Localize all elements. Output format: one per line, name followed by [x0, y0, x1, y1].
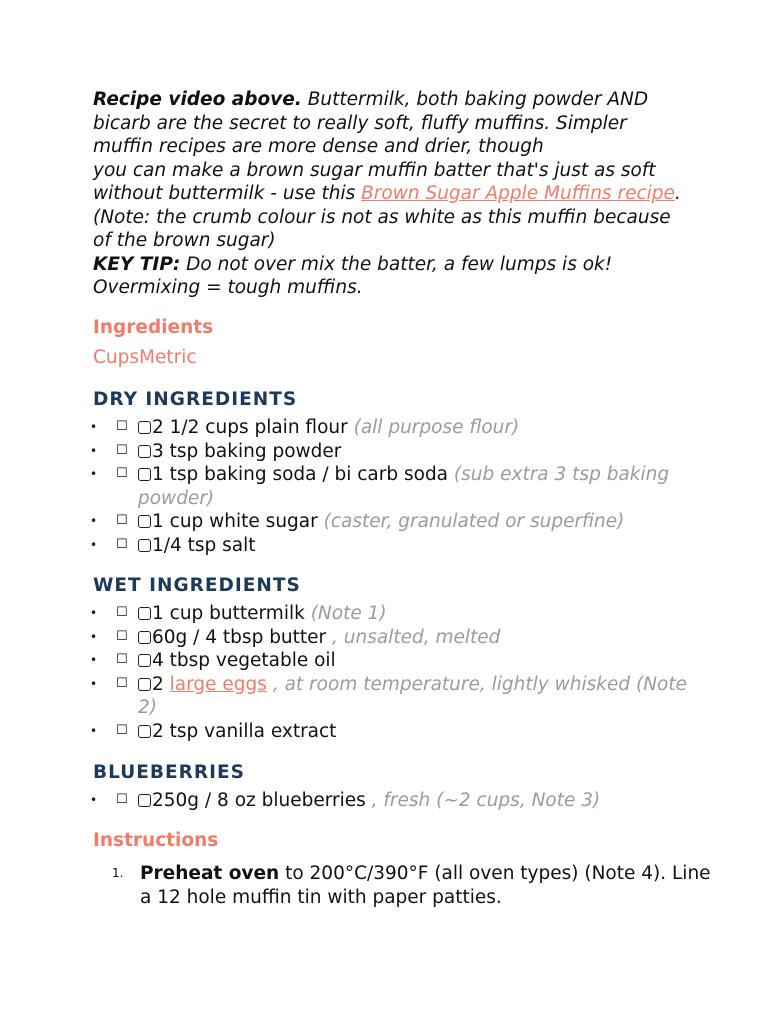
- ingredient-checkbox[interactable]: [138, 631, 151, 644]
- ingredient-amount: 2: [152, 673, 170, 695]
- ingredient-amount: 1/4 tsp salt: [152, 534, 256, 556]
- step-number: 1.: [112, 866, 124, 880]
- intro-text: you can make a brown sugar muffin batter that's just as soft: [93, 159, 656, 181]
- ingredient-note: , at room temperature, lightly whisked (Note 2): [138, 673, 687, 718]
- ingredient-amount: 250g / 8 oz blueberries: [152, 790, 366, 811]
- ingredient-amount: 4 tbsp vegetable oil: [152, 650, 336, 671]
- ingredient-note: , unsalted, melted: [326, 626, 501, 648]
- ingredient-text: [138, 440, 710, 464]
- ingredient-item: [90, 673, 710, 720]
- bullet: •: [90, 676, 98, 691]
- checkbox-glyph-icon[interactable]: ☐: [116, 722, 128, 738]
- wet-ingredients-list: [90, 602, 710, 743]
- ingredient-checkbox[interactable]: [138, 678, 151, 691]
- instructions-heading: Instructions: [93, 830, 219, 851]
- ingredient-note: (caster, granulated or superfine): [317, 511, 625, 532]
- ingredient-text: [138, 534, 710, 558]
- intro-text: Overmixing = tough muffins.: [93, 277, 363, 298]
- blueberries-heading: BLUEBERRIES: [93, 762, 245, 783]
- checkbox-glyph-icon[interactable]: ☐: [116, 652, 128, 667]
- ingredient-note: (sub extra 3 tsp baking powder): [138, 464, 670, 509]
- ingredient-amount: 3 tsp baking powder: [152, 440, 342, 462]
- intro-text: without buttermilk - use this: [93, 183, 362, 204]
- checkbox-glyph-icon[interactable]: ☐: [116, 466, 128, 481]
- ingredient-item: [90, 720, 710, 744]
- checkbox-glyph-icon[interactable]: ☐: [116, 628, 128, 644]
- ingredient-checkbox[interactable]: [138, 725, 151, 738]
- intro-video-note: Recipe video above.: [93, 89, 302, 110]
- ingredient-amount: 1 cup white sugar: [152, 511, 318, 532]
- dry-ingredients-heading: DRY INGREDIENTS: [93, 389, 298, 410]
- bullet: •: [90, 443, 98, 458]
- blueberries-list: [90, 789, 710, 813]
- ingredient-checkbox[interactable]: [138, 515, 151, 528]
- ingredient-item: [90, 534, 710, 558]
- ingredient-text: [138, 649, 710, 673]
- intro-text: of the brown sugar): [93, 230, 276, 251]
- instructions-list: [112, 862, 712, 909]
- checkbox-glyph-icon[interactable]: ☐: [116, 513, 128, 528]
- bullet: •: [90, 467, 98, 481]
- checkbox-glyph-icon[interactable]: ☐: [116, 442, 128, 458]
- ingredient-text: [138, 720, 710, 744]
- ingredient-item: [90, 649, 710, 673]
- ingredient-checkbox[interactable]: [138, 421, 151, 434]
- ingredient-item: [90, 416, 710, 440]
- ingredient-item: [90, 440, 710, 464]
- intro-text: (Note: the crumb colour is not as white as this muffin because: [93, 206, 671, 228]
- bullet: •: [90, 420, 98, 434]
- metric-toggle-button[interactable]: Metric: [139, 347, 197, 368]
- bullet: •: [90, 723, 98, 738]
- dry-ingredients-list: [90, 416, 710, 557]
- ingredient-text: [138, 789, 710, 813]
- intro-text: .: [674, 183, 681, 204]
- checkbox-glyph-icon[interactable]: ☐: [116, 419, 128, 434]
- ingredient-checkbox[interactable]: [138, 445, 151, 458]
- ingredient-checkbox[interactable]: [138, 607, 151, 620]
- checkbox-glyph-icon[interactable]: ☐: [116, 675, 128, 691]
- ingredient-text: [138, 463, 710, 510]
- bullet: •: [90, 514, 98, 528]
- ingredient-checkbox[interactable]: [138, 539, 151, 552]
- bullet: •: [90, 793, 98, 807]
- ingredient-item: [90, 602, 710, 626]
- step-text: to 200°C/390°F (all oven types) (Note 4). Line a 12 hole muffin tin with paper patties.: [140, 863, 711, 908]
- recipe-intro: [93, 88, 743, 300]
- instruction-step: [112, 862, 712, 909]
- ingredient-item: [90, 626, 710, 650]
- ingredient-checkbox[interactable]: [138, 468, 151, 481]
- ingredient-amount: 2 tsp vanilla extract: [152, 720, 337, 742]
- ingredient-item: [90, 510, 710, 534]
- brown-sugar-apple-muffins-link[interactable]: Brown Sugar Apple Muffins recipe: [361, 183, 675, 204]
- ingredient-amount: 2 1/2 cups plain flour: [152, 417, 348, 438]
- ingredient-item: [90, 463, 710, 510]
- ingredient-amount: 60g / 4 tbsp butter: [152, 626, 327, 648]
- ingredient-item: [90, 789, 710, 813]
- ingredient-note: (all purpose flour): [347, 417, 520, 438]
- bullet: •: [90, 606, 98, 620]
- ingredient-amount: 1 tsp baking soda / bi carb soda: [152, 464, 449, 485]
- ingredient-text: [138, 510, 710, 534]
- checkbox-glyph-icon[interactable]: ☐: [116, 605, 128, 620]
- step-title: Preheat oven: [140, 863, 280, 884]
- intro-text: Do not over mix the batter, a few lumps is ok!: [180, 253, 613, 275]
- checkbox-glyph-icon[interactable]: ☐: [116, 536, 128, 552]
- key-tip-label: KEY TIP:: [93, 253, 181, 275]
- intro-text: Buttermilk, both baking powder AND: [301, 89, 649, 110]
- ingredient-checkbox[interactable]: [138, 654, 151, 667]
- cups-toggle-button[interactable]: Cups: [93, 347, 140, 368]
- bullet: •: [90, 653, 98, 667]
- ingredient-checkbox[interactable]: [138, 794, 151, 807]
- ingredients-heading: Ingredients: [93, 317, 214, 338]
- ingredient-text: [138, 416, 710, 440]
- ingredient-note: , fresh (~2 cups, Note 3): [365, 790, 601, 811]
- ingredient-text: [138, 673, 710, 720]
- bullet: •: [90, 537, 98, 552]
- ingredient-text: [138, 626, 710, 650]
- ingredient-link[interactable]: large eggs: [169, 673, 267, 695]
- checkbox-glyph-icon[interactable]: ☐: [116, 792, 128, 807]
- ingredient-note: (Note 1): [304, 603, 387, 624]
- bullet: •: [90, 629, 98, 644]
- intro-text: bicarb are the secret to really soft, fluffy muffins. Simpler: [93, 112, 627, 134]
- wet-ingredients-heading: WET INGREDIENTS: [93, 575, 301, 596]
- unit-toggle: [93, 347, 197, 368]
- ingredient-text: [138, 602, 710, 626]
- intro-text: muffin recipes are more dense and drier, though: [93, 136, 544, 157]
- ingredient-amount: 1 cup buttermilk: [152, 603, 305, 624]
